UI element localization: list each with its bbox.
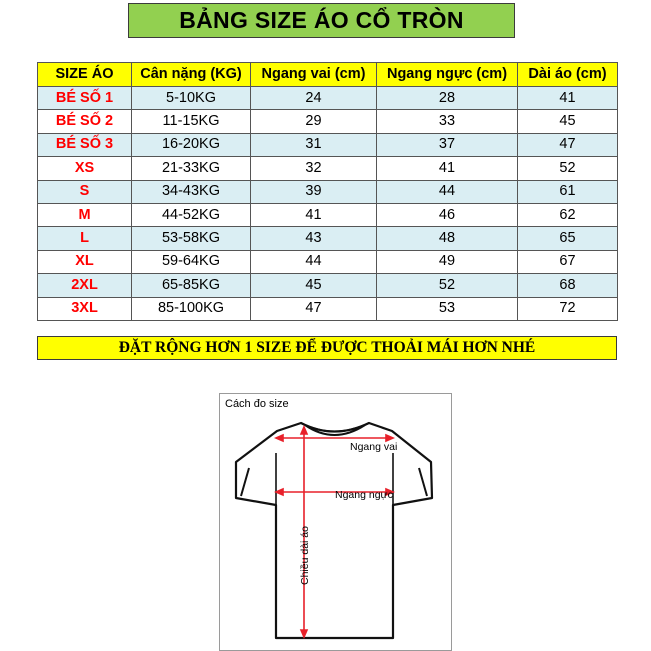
length-cell: 41 — [518, 87, 618, 110]
table-row — [38, 133, 618, 156]
size-cell: BÉ SỐ 2 — [38, 110, 132, 133]
weight-cell: 65-85KG — [132, 274, 251, 297]
table-row — [38, 157, 618, 180]
size-cell: XS — [38, 157, 132, 180]
length-cell: 52 — [518, 157, 618, 180]
length-cell: 68 — [518, 274, 618, 297]
weight-cell: 5-10KG — [132, 87, 251, 110]
header-length: Dài áo (cm) — [518, 63, 618, 87]
shoulder-cell: 47 — [251, 297, 377, 320]
weight-cell: 53-58KG — [132, 227, 251, 250]
shoulder-cell: 45 — [251, 274, 377, 297]
diagram-heading: Cách đo size — [225, 398, 289, 410]
chest-label: Ngang ngực — [335, 489, 393, 501]
shoulder-cell: 44 — [251, 250, 377, 273]
chest-cell: 28 — [377, 87, 518, 110]
length-cell: 62 — [518, 203, 618, 226]
length-cell: 61 — [518, 180, 618, 203]
chest-cell: 33 — [377, 110, 518, 133]
chest-cell: 41 — [377, 157, 518, 180]
size-cell: S — [38, 180, 132, 203]
weight-cell: 34-43KG — [132, 180, 251, 203]
length-cell: 45 — [518, 110, 618, 133]
shoulder-cell: 32 — [251, 157, 377, 180]
length-cell: 47 — [518, 133, 618, 156]
chart-title: BẢNG SIZE ÁO CỔ TRÒN — [128, 3, 515, 38]
chest-cell: 52 — [377, 274, 518, 297]
size-cell: 3XL — [38, 297, 132, 320]
header-size: SIZE ÁO — [38, 63, 132, 87]
chest-cell: 53 — [377, 297, 518, 320]
size-cell: XL — [38, 250, 132, 273]
shoulder-cell: 39 — [251, 180, 377, 203]
measurement-diagram — [219, 393, 452, 651]
size-cell: BÉ SỐ 3 — [38, 133, 132, 156]
header-weight: Cân nặng (KG) — [132, 63, 251, 87]
table-header-row — [38, 63, 618, 87]
weight-cell: 85-100KG — [132, 297, 251, 320]
length-cell: 72 — [518, 297, 618, 320]
tshirt-illustration — [219, 393, 452, 651]
header-chest: Ngang ngực (cm) — [377, 63, 518, 87]
weight-cell: 16-20KG — [132, 133, 251, 156]
size-cell: M — [38, 203, 132, 226]
shoulder-cell: 29 — [251, 110, 377, 133]
chest-cell: 48 — [377, 227, 518, 250]
size-cell: 2XL — [38, 274, 132, 297]
chest-cell: 49 — [377, 250, 518, 273]
table-row — [38, 274, 618, 297]
length-label: Chiều dài áo — [299, 526, 311, 585]
table-row — [38, 180, 618, 203]
weight-cell: 44-52KG — [132, 203, 251, 226]
size-advice-note: ĐẶT RỘNG HƠN 1 SIZE ĐỂ ĐƯỢC THOẢI MÁI HƠN NHÉ — [37, 336, 617, 360]
table-row — [38, 110, 618, 133]
shoulder-label: Ngang vai — [350, 441, 398, 453]
table-row — [38, 250, 618, 273]
header-shoulder: Ngang vai (cm) — [251, 63, 377, 87]
table-row — [38, 297, 618, 320]
chest-cell: 37 — [377, 133, 518, 156]
length-cell: 67 — [518, 250, 618, 273]
table-row — [38, 227, 618, 250]
weight-cell: 21-33KG — [132, 157, 251, 180]
shoulder-cell: 31 — [251, 133, 377, 156]
chest-cell: 44 — [377, 180, 518, 203]
weight-cell: 59-64KG — [132, 250, 251, 273]
size-cell: L — [38, 227, 132, 250]
shoulder-cell: 41 — [251, 203, 377, 226]
chest-cell: 46 — [377, 203, 518, 226]
size-table — [37, 62, 618, 321]
table-row — [38, 203, 618, 226]
table-row — [38, 87, 618, 110]
length-cell: 65 — [518, 227, 618, 250]
shoulder-cell: 43 — [251, 227, 377, 250]
shoulder-cell: 24 — [251, 87, 377, 110]
weight-cell: 11-15KG — [132, 110, 251, 133]
size-cell: BÉ SỐ 1 — [38, 87, 132, 110]
